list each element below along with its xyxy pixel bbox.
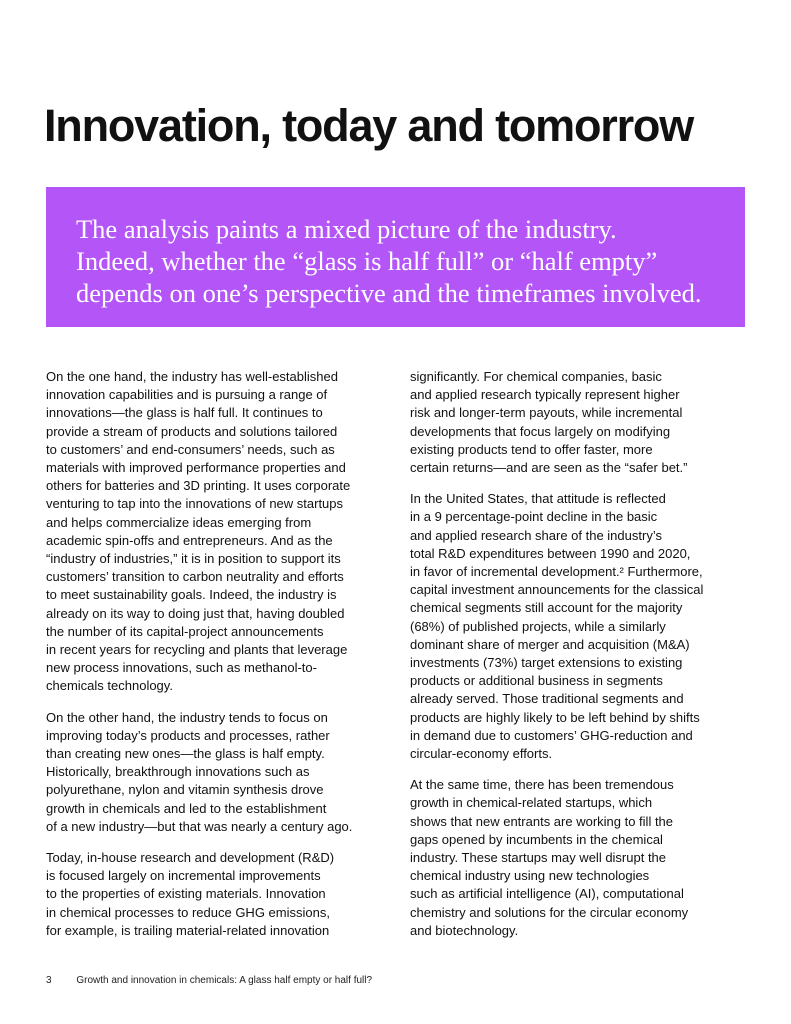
text-line: for example, is trailing material-related innovation [46, 922, 330, 938]
text-line: others for batteries and 3D printing. It uses corporate [46, 478, 351, 494]
text-line: growth in chemical-related startups, which [410, 795, 653, 811]
text-line: shows that new entrants are working to fill the [410, 813, 674, 829]
text-line: the number of its capital-project announcements [46, 623, 324, 639]
text-line: polyurethane, nylon and vitamin synthesis drove [46, 782, 324, 798]
text-line: (68%) of published projects, while a similarly [410, 618, 666, 634]
page-number: 3 [46, 975, 52, 986]
text-line: significantly. For chemical companies, basic [410, 369, 662, 384]
text-line: is focused largely on incremental improvements [46, 868, 321, 884]
text-line: On the one hand, the industry has well-established [46, 369, 338, 384]
text-line: industry. These startups may well disrupt the [410, 850, 667, 866]
text-line: to the properties of existing materials. Innovation [46, 886, 326, 902]
text-line: to meet sustainability goals. Indeed, the industry is [46, 587, 337, 603]
text-line: growth in chemicals and led to the establishment [46, 800, 327, 816]
paragraph [46, 849, 396, 940]
text-line: total R&D expenditures between 1990 and 2020, [410, 545, 691, 561]
paragraph [410, 776, 760, 940]
text-line: existing products tend to offer faster, more [410, 441, 653, 457]
pull-quote [46, 187, 745, 327]
right-column [410, 368, 760, 953]
text-line: than creating new ones—the glass is half empty. [46, 746, 325, 762]
text-line: already served. Those traditional segments and [410, 691, 684, 707]
text-line: and helps commercialize ideas emerging from [46, 514, 312, 530]
quote-line: depends on one’s perspective and the timeframes involved. [76, 278, 702, 308]
text-line: certain returns—and are seen as the “safer bet.” [410, 460, 688, 476]
text-line: On the other hand, the industry tends to focus on [46, 709, 328, 725]
text-line: products are highly likely to be left behind by shifts [410, 709, 700, 725]
text-line: in favor of incremental development.² Furthermore, [410, 564, 703, 580]
text-line: in recent years for recycling and plants that leverage [46, 642, 348, 658]
text-line: In the United States, that attitude is reflected [410, 491, 666, 507]
text-line: to customers’ and end-consumers’ needs, such as [46, 441, 335, 457]
text-line: in demand due to customers’ GHG-reduction and [410, 727, 693, 743]
text-line: Historically, breakthrough innovations such as [46, 764, 310, 780]
paragraph [410, 368, 760, 477]
text-line: in chemical processes to reduce GHG emissions, [46, 904, 330, 920]
text-line: “industry of industries,” it is in position to support its [46, 551, 341, 567]
text-line: customers’ transition to carbon neutrality and efforts [46, 569, 344, 585]
text-line: innovation capabilities and is pursuing a range of [46, 387, 328, 403]
text-line: already on its way to doing just that, having doubled [46, 605, 345, 621]
footer-document-title: Growth and innovation in chemicals: A glass half empty or half full? [76, 975, 373, 986]
paragraph [46, 709, 396, 836]
text-line: circular-economy efforts. [410, 746, 553, 762]
text-line: At the same time, there has been tremendous [410, 777, 674, 793]
text-line: chemistry and solutions for the circular economy [410, 904, 689, 920]
text-line: of a new industry—but that was nearly a century ago. [46, 818, 353, 834]
text-line: innovations—the glass is half full. It continues to [46, 405, 323, 421]
text-line: products or additional business in segments [410, 673, 663, 689]
page-footer [46, 975, 394, 986]
text-line: risk and longer-term payouts, while incremental [410, 405, 683, 421]
left-column [46, 368, 396, 953]
text-line: academic spin-offs and entrepreneurs. And as the [46, 532, 333, 548]
text-line: and applied research share of the industry’s [410, 527, 662, 543]
text-line: chemical segments still account for the majority [410, 600, 683, 616]
text-line: developments that focus largely on modifying [410, 423, 671, 439]
page-title: Innovation, today and tomorrow [44, 100, 693, 151]
text-line: chemical industry using new technologies [410, 868, 650, 884]
text-line: and biotechnology. [410, 922, 519, 938]
text-line: gaps opened by incumbents in the chemical [410, 831, 663, 847]
text-line: materials with improved performance properties and [46, 460, 346, 476]
text-line: in a 9 percentage-point decline in the basic [410, 509, 658, 525]
paragraph [46, 368, 396, 696]
text-line: new process innovations, such as methanol-to- [46, 660, 317, 676]
text-line: improving today’s products and processes, rather [46, 727, 330, 743]
text-line: chemicals technology. [46, 678, 173, 694]
quote-line: Indeed, whether the “glass is half full” or “half empty” [76, 246, 658, 276]
text-line: and applied research typically represent higher [410, 387, 680, 403]
paragraph [410, 490, 760, 763]
text-line: provide a stream of products and solutions tailored [46, 423, 338, 439]
text-line: venturing to tap into the innovations of new startups [46, 496, 344, 512]
text-line: Today, in-house research and development (R&D) [46, 850, 335, 866]
text-line: dominant share of merger and acquisition (M&A) [410, 636, 690, 652]
text-line: such as artificial intelligence (AI), computational [410, 886, 684, 902]
quote-line: The analysis paints a mixed picture of the industry. [76, 214, 617, 244]
text-line: investments (73%) target extensions to existing [410, 655, 683, 671]
text-line: capital investment announcements for the classical [410, 582, 704, 598]
